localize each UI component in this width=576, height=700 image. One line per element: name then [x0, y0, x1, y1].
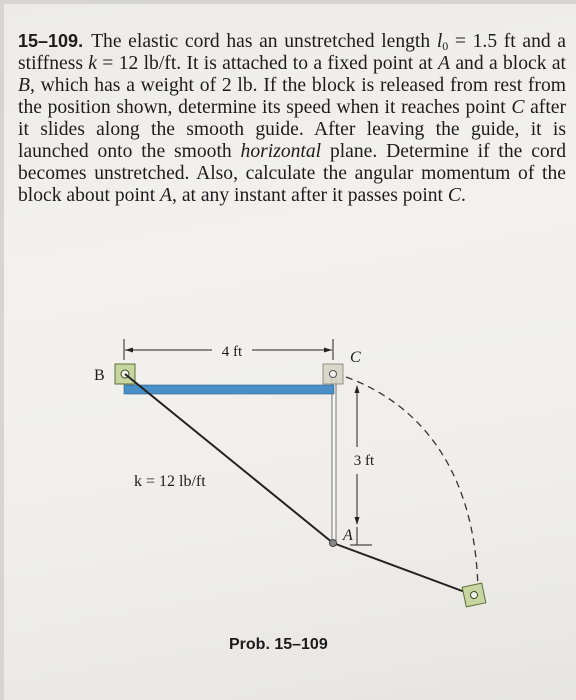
point-a-symbol: A	[438, 53, 451, 74]
problem-number: 15–109.	[18, 31, 84, 51]
l0-subscript: 0	[442, 39, 449, 53]
problem-text-segment: = 12 lb/ft. It is attached to a fixed point at	[96, 53, 439, 74]
elastic-cord-final	[333, 543, 473, 595]
height-dimension	[354, 385, 375, 525]
problem-text-segment: and a block at	[450, 53, 566, 74]
problem-text-segment: , at any instant after it passes point	[172, 185, 448, 206]
block-final	[462, 583, 486, 607]
figure-caption: Prob. 15–109	[229, 636, 328, 653]
guide-rail	[124, 385, 334, 394]
label-c: C	[350, 349, 361, 366]
problem-text-segment: plane. Determine if the cord becomes unstretched. Also, calculate the angular momentum of the block about point	[18, 141, 567, 206]
k-symbol: k	[88, 53, 97, 74]
label-a: A	[343, 527, 353, 544]
l0-symbol: l	[436, 31, 443, 52]
point-b-symbol: B	[18, 75, 30, 96]
point-a-symbol: A	[160, 185, 173, 206]
problem-text-segment: .	[460, 185, 466, 206]
point-c-symbol: C	[447, 185, 461, 206]
guide-post	[332, 371, 336, 543]
problem-text-segment: = 1.5 ft and a stiffness	[18, 31, 567, 74]
block-c-pin	[330, 371, 337, 378]
problem-text-segment: , which has a weight of 2 lb. If the block is released from rest from the position shown, determine its speed when it reaches point	[18, 75, 566, 118]
horizontal-emphasis: horizontal	[240, 141, 322, 162]
point-c-symbol: C	[511, 97, 525, 118]
label-b: B	[94, 367, 105, 384]
problem-text-segment: after it slides along the smooth guide. After leaving the guide, it is launched onto the smooth	[18, 97, 566, 162]
width-label: 4 ft	[221, 344, 243, 360]
fixed-point-a	[330, 540, 337, 547]
width-dimension	[124, 339, 333, 360]
elastic-cord	[125, 374, 333, 543]
height-label: 3 ft	[353, 453, 375, 469]
trajectory-path	[346, 377, 478, 592]
problem-text-segment: The elastic cord has an unstretched length	[91, 31, 437, 52]
stiffness-label: k = 12 lb/ft	[134, 473, 206, 490]
